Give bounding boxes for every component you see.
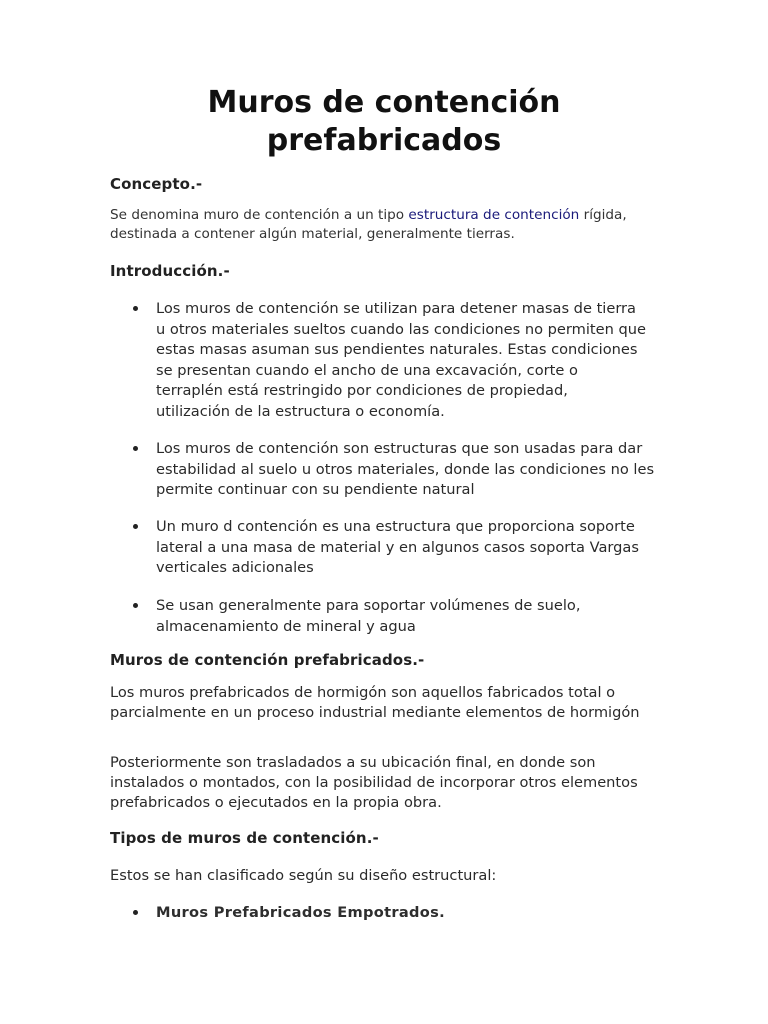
list-item — [110, 439, 670, 501]
document-title: Muros de contención prefabricados — [207, 85, 561, 158]
introduccion-list — [110, 439, 670, 501]
link-estructura-de-contencion[interactable]: estructura de contención — [408, 207, 580, 223]
heading-tipos: Tipos de muros de contención.- — [110, 829, 379, 847]
paragraph-tipos-intro: Estos se han clasificado según su diseño estructural: — [110, 867, 497, 884]
introduccion-list — [110, 596, 670, 637]
list-item — [110, 517, 666, 579]
tipos-list — [110, 903, 670, 924]
bullet-icon — [133, 446, 138, 451]
list-item — [110, 903, 670, 924]
concepto-text-before: Se denomina muro de contención a un tipo — [110, 207, 409, 223]
heading-prefabricados: Muros de contención prefabricados.- — [110, 651, 425, 669]
bullet-icon — [133, 603, 138, 608]
list-item-text: Los muros de contención son estructuras que son usadas para dar estabilidad al suelo u otros materiales, donde las condiciones no les permite continuar con su pendiente natural — [156, 440, 655, 498]
list-item-text: Se usan generalmente para soportar volúmenes de suelo, almacenamiento de mineral y agua — [156, 597, 581, 635]
paragraph-prefabricados-1: Los muros prefabricados de hormigón son aquellos fabricados total o parcialmente en un proceso industrial mediante elementos de hormigón — [110, 684, 640, 721]
list-item-text: Los muros de contención se utilizan para detener masas de tierra u otros materiales sueltos cuando las condiciones no permiten que estas masas asuman sus pendientes naturales. Estas condiciones se presentan cuando el ancho de una excavación, corte o terraplén está restringido por condiciones de propiedad, utilización de la estructura o economía. — [156, 300, 646, 420]
bullet-icon — [133, 910, 138, 915]
paragraph-concepto — [110, 206, 670, 244]
list-item — [110, 299, 646, 422]
list-item — [110, 596, 670, 637]
heading-introduccion: Introducción.- — [110, 262, 230, 280]
bullet-icon — [133, 306, 138, 311]
bullet-icon — [133, 524, 138, 529]
list-item-text: Muros Prefabricados Empotrados. — [156, 904, 445, 921]
introduccion-list — [110, 299, 670, 422]
heading-concepto: Concepto.- — [110, 175, 203, 193]
list-item-text: Un muro d contención es una estructura que proporciona soporte lateral a una masa de material y en algunos casos soporta Vargas verticales adicionales — [156, 518, 639, 576]
paragraph-prefabricados-2: Posteriormente son trasladados a su ubicación final, en donde son instalados o montados, con la posibilidad de incorporar otros elementos prefabricados o ejecutados en la propia obra. — [110, 754, 638, 811]
concepto-text-after: rígida, destinada a contener algún material, generalmente tierras. — [110, 207, 627, 242]
introduccion-list — [110, 517, 670, 579]
